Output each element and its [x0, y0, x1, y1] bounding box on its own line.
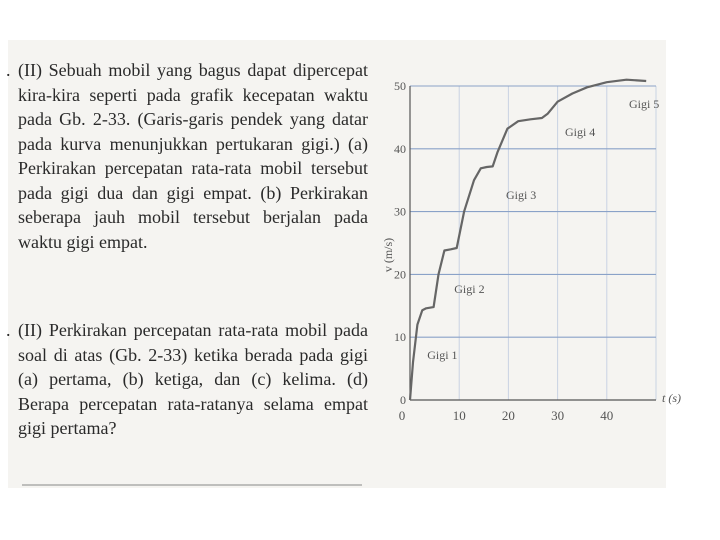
y-tick-label: 40 [394, 141, 406, 156]
x-tick-label: 30 [551, 408, 565, 423]
y-tick-label: 30 [394, 204, 406, 219]
text-line: kira-kira seperti pada grafik kecepatan waktu [18, 84, 368, 105]
text-line: gigi pertama? [18, 418, 117, 438]
text-line: Berapa percepatan rata-ratanya selama empat [18, 393, 368, 414]
text-line: seberapa jauh mobil tersebut berjalan pada [18, 207, 368, 227]
gear-annotation: Gigi 5 [628, 96, 660, 111]
x-tick-label: 0 [398, 408, 406, 423]
text-line: (II) Sebuah mobil yang bagus dapat dipercepat [18, 60, 368, 80]
problem-1-text [6, 58, 368, 254]
y-tick-label: 0 [400, 393, 406, 407]
text-line: pada Gb. 2-33. (Garis-garis pendek yang datar [18, 109, 368, 129]
x-tick-label: 10 [452, 408, 466, 423]
text-line: (II) Perkirakan percepatan rata-rata mobil pada [18, 320, 368, 340]
x-tick-label: 20 [501, 408, 515, 423]
gear-annotation: Gigi 3 [505, 188, 537, 203]
y-tick-label: 50 [394, 79, 406, 93]
velocity-time-chart [366, 70, 684, 430]
problem-1-bullet: . [6, 60, 11, 80]
problem-2-text [6, 318, 368, 441]
gear-annotation: Gigi 4 [564, 125, 596, 140]
text-line: soal di atas (Gb. 2-33) ketika berada pada gigi [18, 344, 368, 365]
text-line: pada gigi dua dan gigi empat. (b) Perkirakan [18, 182, 368, 203]
y-tick-label: 10 [394, 330, 406, 345]
text-line: waktu gigi empat. [18, 231, 148, 252]
text-line: pada kurva menunjukkan pertukaran gigi.) (a) [18, 133, 368, 154]
x-axis-label: t (s) [662, 391, 681, 405]
y-axis-label: v (m/s) [381, 237, 395, 273]
x-tick-label: 40 [600, 408, 614, 423]
y-tick-label: 20 [394, 267, 406, 282]
text-line: Perkirakan percepatan rata-rata mobil tersebut [18, 158, 368, 178]
text-line: (a) pertama, (b) ketiga, dan (c) kelima. (d) [18, 369, 368, 389]
problem-2-bullet: . [6, 320, 11, 340]
gear-annotation: Gigi 1 [427, 348, 458, 363]
cut-off-text-line [22, 478, 362, 488]
gear-annotation: Gigi 2 [454, 282, 485, 297]
